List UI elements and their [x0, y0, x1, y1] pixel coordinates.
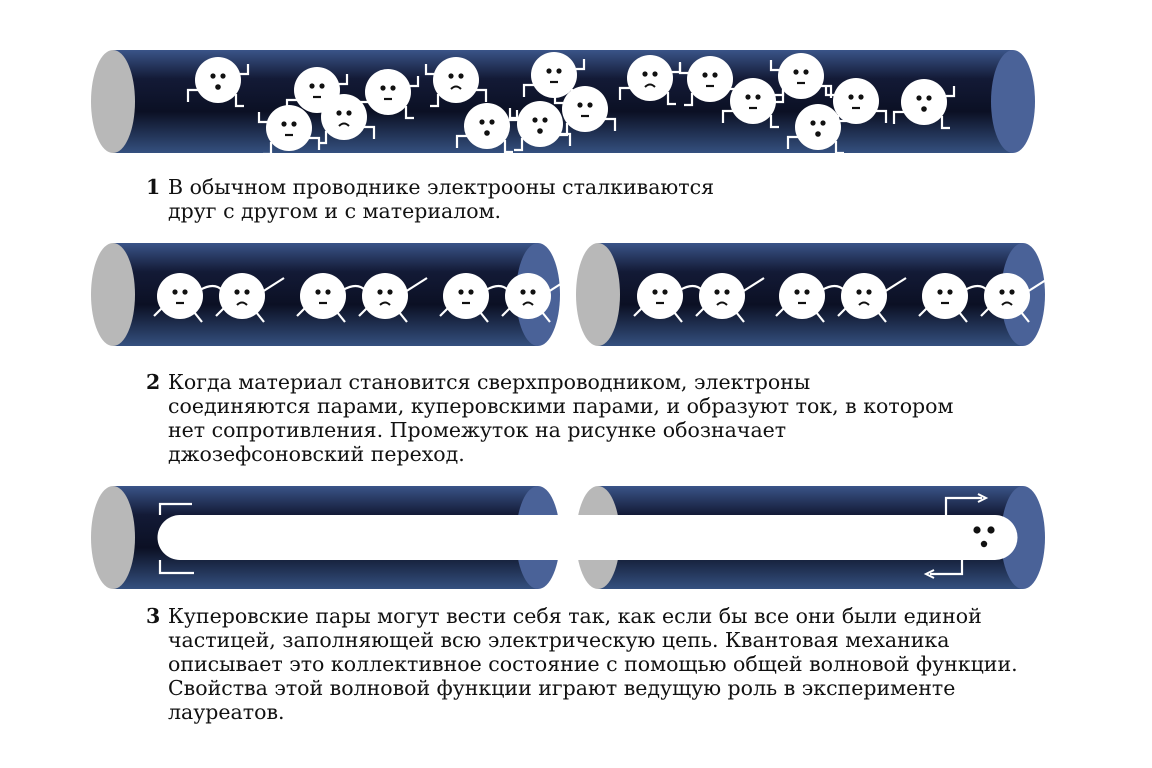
caption-line: Куперовские пары могут вести себя так, как если бы все они были единой — [168, 604, 982, 628]
caption-step-1 — [146, 175, 714, 223]
caption-line: друг с другом и с материалом. — [168, 199, 502, 223]
caption-line: Свойства этой волновой функции играют ведущую роль в эксперименте — [168, 676, 956, 700]
tube-end-right — [991, 50, 1035, 153]
caption-line: описывает это коллективное состояние с помощью общей волновой функции. — [168, 652, 1018, 676]
caption-line: частицей, заполняющей всю электрическую цепь. Квантовая механика — [168, 628, 950, 652]
step-number: 3 — [146, 604, 161, 628]
caption-line: джозефсоновский переход. — [168, 442, 465, 466]
caption-line: Когда материал становится сверхпроводником, электроны — [168, 370, 811, 394]
caption-line: лауреатов. — [168, 700, 285, 724]
conductor-tube-1 — [91, 50, 1035, 154]
caption-step-2 — [146, 370, 953, 466]
step-number: 2 — [146, 370, 161, 394]
caption-line: нет сопротивления. Промежуток на рисунке обозначает — [168, 418, 787, 442]
caption-line: соединяются парами, куперовскими парами, и образуют ток, в котором — [168, 394, 954, 418]
step-number: 1 — [146, 175, 161, 199]
tube-end-left — [91, 50, 135, 153]
caption-line: В обычном проводнике электрооны сталкиваются — [168, 175, 715, 199]
caption-step-3 — [146, 604, 1018, 724]
